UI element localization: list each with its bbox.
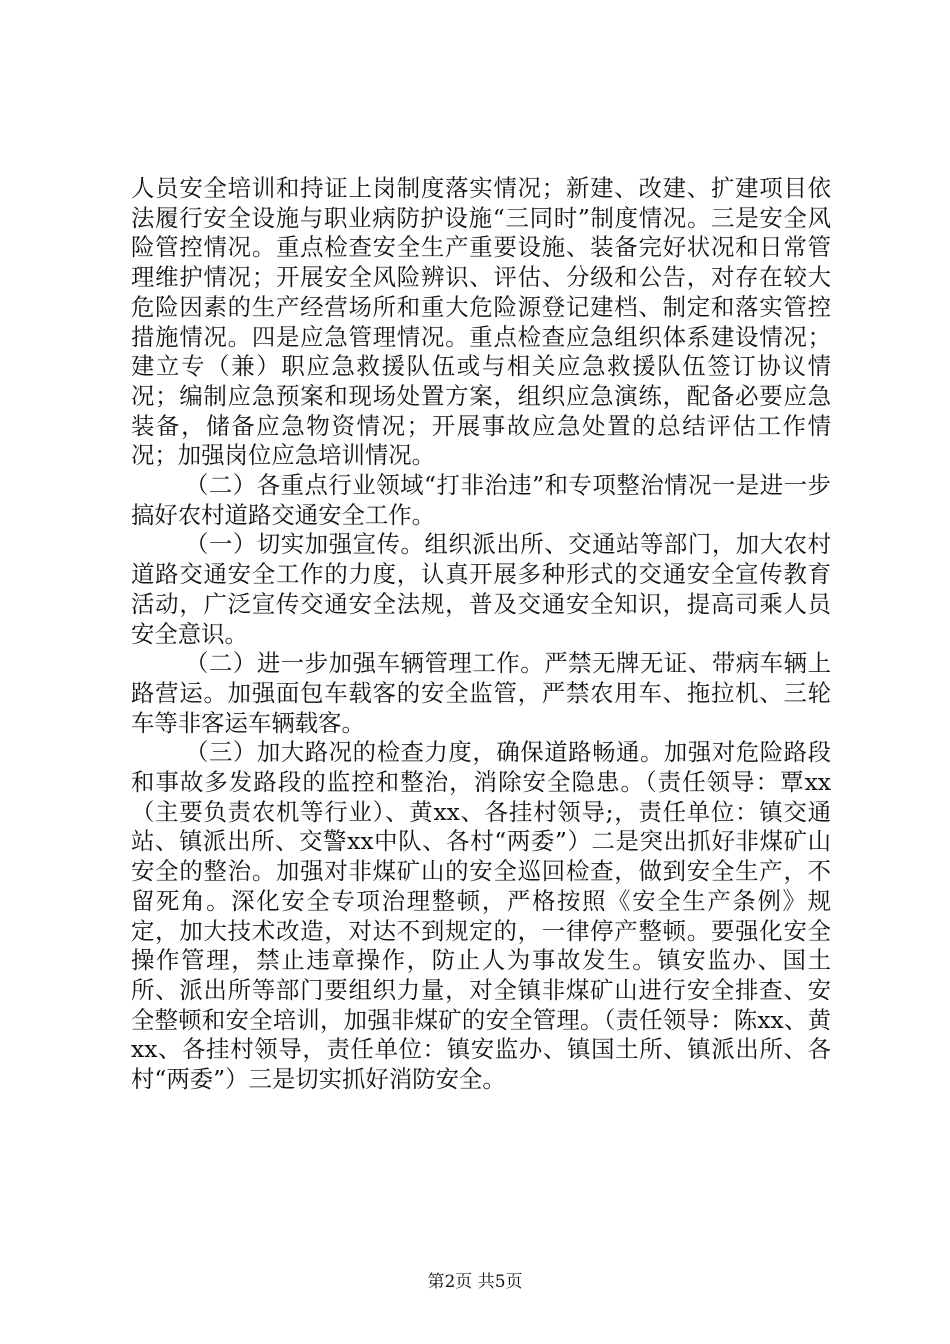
paragraph-3: （一）切实加强宣传。组织派出所、交通站等部门，加大农村道路交通安全工作的力度，认真开展多种形式的交通安全宣传教育活动，广泛宣传交通安全法规，普及交通安全知识，提高司乘人员安全意识。: [131, 530, 831, 648]
paragraph-2: （二）各重点行业领域“打非治违”和专项整治情况一是进一步搞好农村道路交通安全工作。: [131, 471, 831, 529]
document-body: [131, 174, 831, 1095]
paragraph-4: （二）进一步加强车辆管理工作。严禁无牌无证、带病车辆上路营运。加强面包车载客的安全监管，严禁农用车、拖拉机、三轮车等非客运车辆载客。: [131, 649, 831, 737]
paragraph-5: （三）加大路况的检查力度，确保道路畅通。加强对危险路段和事故多发路段的监控和整治，消除安全隐患。（责任领导：覃xx（主要负责农机等行业）、黄xx、各挂村领导;，责任单位：镇交通站、镇派出所、交警xx中队、各村“两委”）二是突出抓好非煤矿山安全的整治。加强对非煤矿山的安全巡回检查，做到安全生产，不留死角。深化安全专项治理整顿，严格按照《安全生产条例》规定，加大技术改造，对达不到规定的，一律停产整顿。要强化安全操作管理，禁止违章操作，防止人为事故发生。镇安监办、国土所、派出所等部门要组织力量，对全镇非煤矿山进行安全排查、安全整顿和安全培训，加强非煤矿的安全管理。（责任领导：陈xx、黄xx、各挂村领导，责任单位：镇安监办、镇国土所、镇派出所、各村“两委”）三是切实抓好消防安全。: [131, 738, 831, 1094]
paragraph-1: 人员安全培训和持证上岗制度落实情况；新建、改建、扩建项目依法履行安全设施与职业病防护设施“三同时”制度情况。三是安全风险管控情况。重点检查安全生产重要设施、装备完好状况和日常管理维护情况；开展安全风险辨识、评估、分级和公告，对存在较大危险因素的生产经营场所和重大危险源登记建档、制定和落实管控措施情况。四是应急管理情况。重点检查应急组织体系建设情况；建立专（兼）职应急救援队伍或与相关应急救援队伍签订协议情况；编制应急预案和现场处置方案，组织应急演练，配备必要应急装备，储备应急物资情况；开展事故应急处置的总结评估工作情况；加强岗位应急培训情况。: [131, 174, 831, 470]
page-number-label: 第2页 共5页: [427, 1272, 523, 1292]
page-footer: [0, 1271, 950, 1293]
